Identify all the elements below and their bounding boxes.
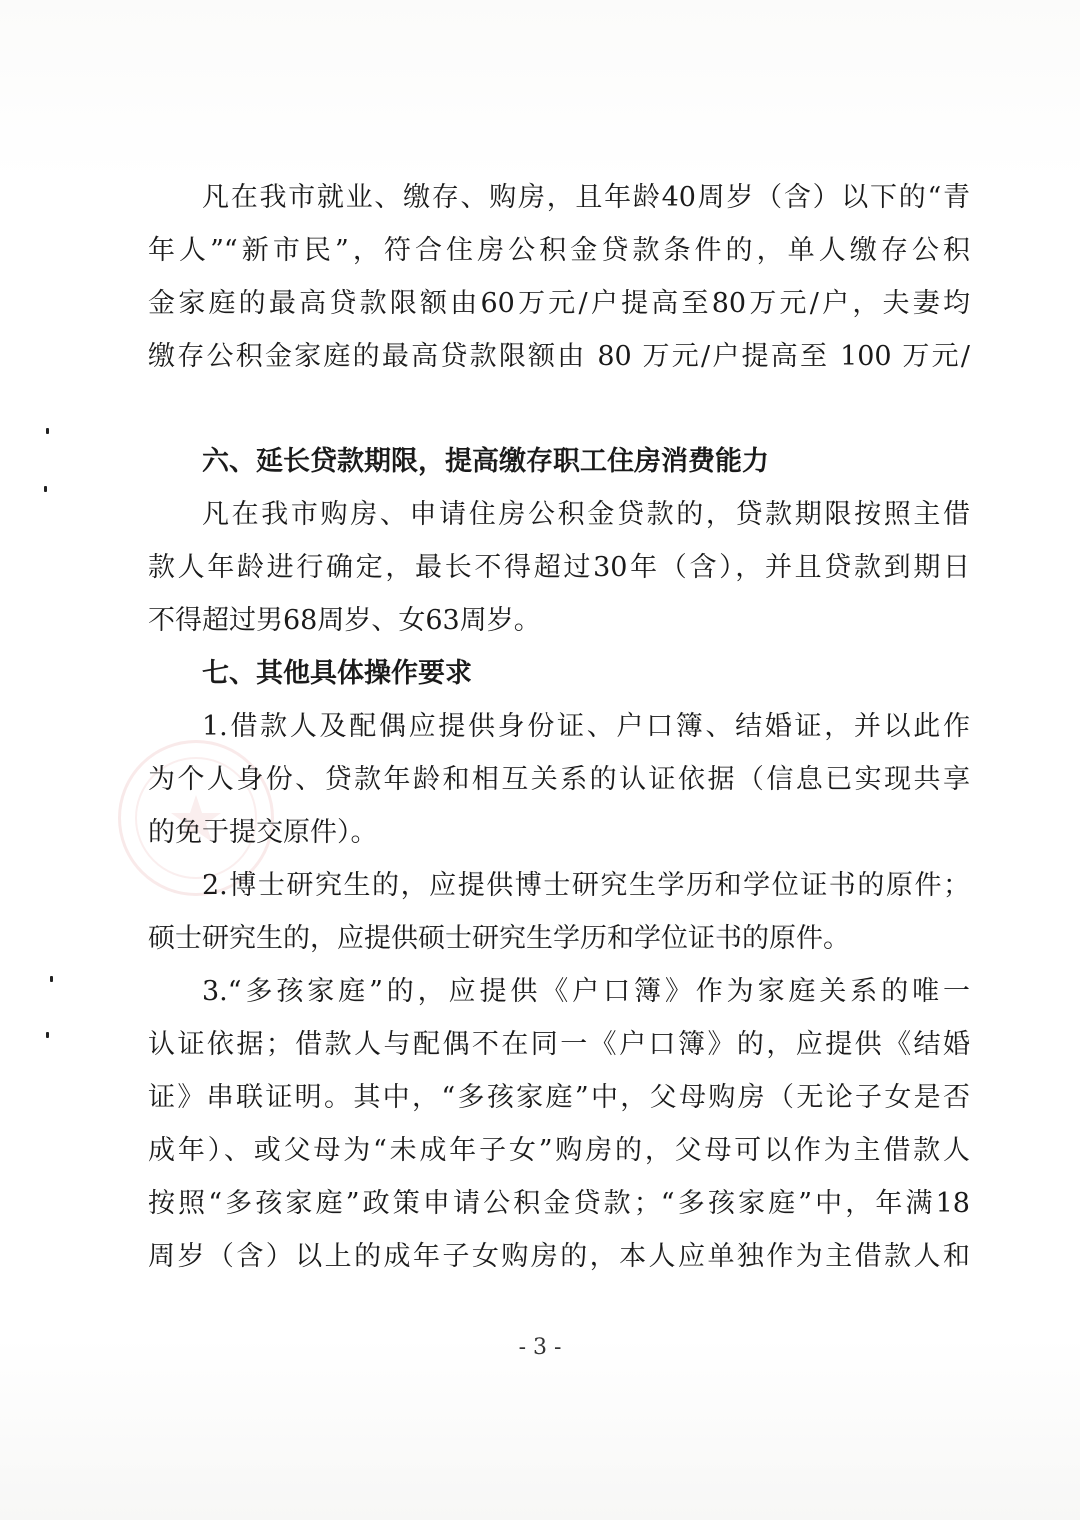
margin-mark [46,1032,49,1038]
paragraph-line: 款人年龄进行确定，最长不得超过30年（含），并且贷款到期日 [148,552,970,583]
margin-mark [44,486,47,492]
margin-mark [50,976,53,982]
paragraph-line: 周岁（含）以上的成年子女购房的，本人应单独作为主借款人和 [148,1241,970,1272]
paragraph-line: 成年）、或父母为“未成年子女”购房的，父母可以作为主借款人 [148,1135,970,1166]
paragraph-line: 凡在我市购房、申请住房公积金贷款的，贷款期限按照主借 [202,499,970,530]
paragraph-line: 按照“多孩家庭”政策申请公积金贷款；“多孩家庭”中，年满18 [148,1188,970,1219]
paragraph-line: 凡在我市就业、缴存、购房，且年龄40周岁（含）以下的“青 [202,182,970,213]
page-number: - 3 - [518,1335,562,1360]
paragraph-line: 缴存公积金家庭的最高贷款限额由 80 万元/户提高至 100 万元/ [148,341,970,372]
paragraph-line: 硕士研究生的，应提供硕士研究生学历和学位证书的原件。 [148,923,850,954]
paragraph-line: 的免于提交原件）。 [148,817,378,848]
paragraph-line: 1.借款人及配偶应提供身份证、户口簿、结婚证，并以此作 [202,711,970,742]
paragraph-line: 年人”“新市民”，符合住房公积金贷款条件的，单人缴存公积 [148,235,970,266]
paragraph-line: 证》串联证明。其中，“多孩家庭”中，父母购房（无论子女是否 [148,1082,970,1113]
paragraph-line: 3.“多孩家庭”的，应提供《户口簿》作为家庭关系的唯一 [202,976,970,1007]
margin-mark [46,428,49,434]
section-heading-6: 六、延长贷款期限，提高缴存职工住房消费能力 [202,446,769,477]
paragraph-line: 不得超过男68周岁、女63周岁。 [148,605,541,636]
paragraph-line: 认证依据；借款人与配偶不在同一《户口簿》的，应提供《结婚 [148,1029,970,1060]
paragraph-line: 2.博士研究生的，应提供博士研究生学历和学位证书的原件； [202,870,970,901]
paragraph-line: 为个人身份、贷款年龄和相互关系的认证依据（信息已实现共享 [148,764,970,795]
paragraph-line: 金家庭的最高贷款限额由60万元/户提高至80万元/户，夫妻均 [148,288,970,319]
section-heading-7: 七、其他具体操作要求 [202,658,472,689]
